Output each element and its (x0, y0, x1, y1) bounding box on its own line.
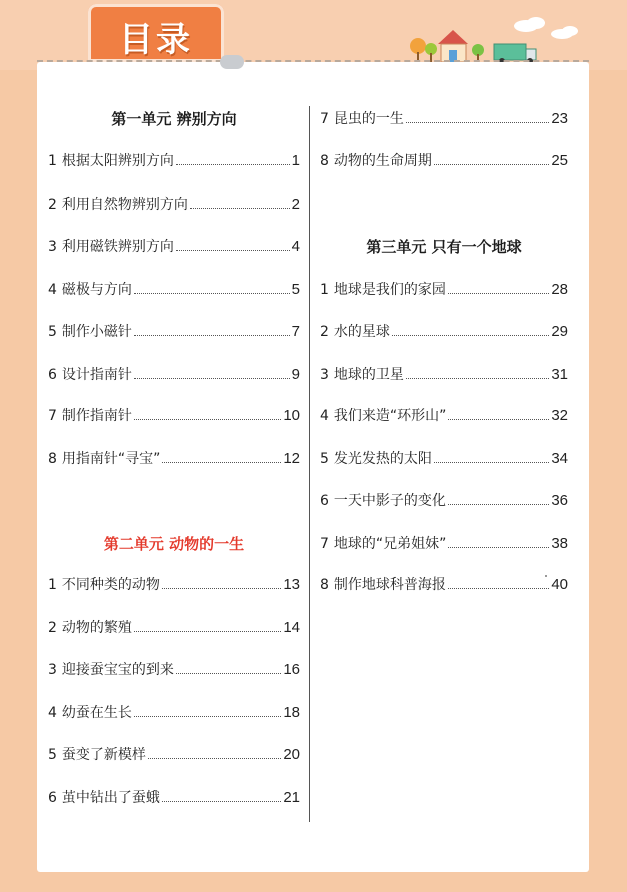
dot-leader (448, 588, 549, 589)
entry-page: 16 (283, 661, 300, 678)
scene-illustration (404, 14, 584, 66)
toc-entry[interactable] (48, 448, 300, 468)
house-icon (438, 30, 468, 62)
entry-page: 32 (551, 407, 568, 424)
entry-number: 7 (320, 111, 329, 127)
entry-page: 36 (551, 492, 568, 509)
entry-page: 40 (551, 576, 568, 593)
entry-title: 茧中钻出了蚕蛾 (61, 790, 160, 806)
unit1-title: 第一单元 辨别方向 (111, 110, 237, 128)
toc-entry[interactable] (48, 279, 300, 299)
entry-page: 2 (291, 196, 300, 213)
entry-number: 3 (320, 367, 329, 383)
dot-leader (448, 547, 549, 548)
entry-number: 8 (320, 153, 329, 169)
toc-entry[interactable] (320, 574, 568, 594)
entry-title: 制作指南针 (61, 408, 132, 424)
toc-entry[interactable] (320, 364, 568, 384)
dot-leader (176, 250, 290, 251)
entry-number: 6 (320, 493, 329, 509)
toc-entry[interactable] (48, 405, 300, 425)
entry-title: 磁极与方向 (61, 282, 132, 298)
entry-title: 动物的生命周期 (333, 153, 432, 169)
dot-leader (434, 462, 549, 463)
toc-entry[interactable] (320, 321, 568, 341)
toc-entry[interactable] (48, 702, 300, 722)
entry-title: 地球的卫星 (333, 367, 404, 383)
toc-entry[interactable] (320, 490, 568, 510)
entry-title: 地球的“兄弟姐妹” (333, 536, 447, 552)
dot-leader (162, 462, 281, 463)
entry-number: 1 (320, 282, 329, 298)
column-divider (309, 106, 310, 822)
paper-speck (545, 575, 547, 577)
entry-page: 5 (291, 281, 300, 298)
entry-page: 21 (283, 789, 300, 806)
entry-title: 水的星球 (333, 324, 390, 340)
dot-leader (406, 378, 549, 379)
toc-entry[interactable] (48, 659, 300, 679)
toc-entry[interactable] (48, 150, 300, 170)
binder-clip (220, 55, 244, 69)
dot-leader (176, 673, 281, 674)
dot-leader (148, 758, 281, 759)
entry-page: 12 (283, 450, 300, 467)
entry-number: 3 (48, 662, 57, 678)
toc-entry[interactable] (48, 574, 300, 594)
tree-icon (410, 38, 437, 62)
entry-title: 一天中影子的变化 (333, 493, 446, 509)
dot-leader (162, 801, 281, 802)
entry-title: 幼蚕在生长 (61, 705, 132, 721)
dot-leader (134, 335, 290, 336)
entry-title: 根据太阳辨别方向 (61, 153, 174, 169)
toc-entry[interactable] (48, 236, 300, 256)
toc-entry[interactable] (48, 321, 300, 341)
entry-number: 4 (320, 408, 329, 424)
entry-number: 8 (48, 451, 57, 467)
entry-number: 3 (48, 239, 57, 255)
cloud-icon (514, 17, 578, 39)
entry-title: 我们来造“环形山” (333, 408, 447, 424)
dot-leader (176, 164, 290, 165)
entry-number: 6 (48, 367, 57, 383)
toc-entry[interactable] (320, 405, 568, 425)
entry-title: 设计指南针 (61, 367, 132, 383)
unit3-title: 第三单元 只有一个地球 (366, 238, 522, 256)
toc-entry[interactable] (320, 108, 568, 128)
dot-leader (134, 378, 290, 379)
entry-page: 25 (551, 152, 568, 169)
entry-title: 不同种类的动物 (61, 577, 160, 593)
toc-entry[interactable] (320, 448, 568, 468)
entry-number: 5 (48, 747, 57, 763)
entry-title: 利用自然物辨别方向 (61, 197, 188, 213)
dot-leader (134, 716, 281, 717)
entry-page: 7 (291, 323, 300, 340)
dot-leader (190, 208, 290, 209)
dot-leader (448, 504, 549, 505)
toc-entry[interactable] (320, 150, 568, 170)
entry-title: 地球是我们的家园 (333, 282, 446, 298)
entry-title: 用指南针“寻宝” (61, 451, 161, 467)
entry-number: 4 (48, 705, 57, 721)
entry-number: 7 (48, 408, 57, 424)
perforation-line (37, 60, 589, 62)
entry-page: 38 (551, 535, 568, 552)
page-title: 目录 (119, 20, 193, 60)
entry-page: 18 (283, 704, 300, 721)
entry-number: 1 (48, 577, 57, 593)
entry-title: 昆虫的一生 (333, 111, 404, 127)
dot-leader (134, 631, 281, 632)
entry-page: 13 (283, 576, 300, 593)
dot-leader (448, 419, 549, 420)
entry-page: 23 (551, 110, 568, 127)
toc-entry[interactable] (48, 194, 300, 214)
entry-number: 2 (48, 620, 57, 636)
entry-page: 14 (283, 619, 300, 636)
toc-entry[interactable] (48, 617, 300, 637)
entry-page: 29 (551, 323, 568, 340)
entry-number: 8 (320, 577, 329, 593)
unit2-title: 第二单元 动物的一生 (103, 535, 245, 553)
toc-entry[interactable] (320, 279, 568, 299)
entry-page: 10 (283, 407, 300, 424)
entry-number: 2 (320, 324, 329, 340)
dot-leader (448, 293, 549, 294)
entry-number: 5 (320, 451, 329, 467)
toc-title-tab (88, 4, 224, 62)
entry-title: 迎接蚕宝宝的到来 (61, 662, 174, 678)
toc-entry[interactable] (48, 364, 300, 384)
entry-title: 蚕变了新模样 (61, 747, 146, 763)
dot-leader (134, 419, 281, 420)
toc-entry[interactable] (320, 533, 568, 553)
dot-leader (406, 122, 549, 123)
toc-entry[interactable] (48, 787, 300, 807)
entry-number: 4 (48, 282, 57, 298)
entry-page: 9 (291, 366, 300, 383)
entry-page: 1 (291, 152, 300, 169)
entry-page: 4 (291, 238, 300, 255)
dot-leader (162, 588, 281, 589)
dot-leader (134, 293, 290, 294)
dot-leader (392, 335, 549, 336)
entry-page: 28 (551, 281, 568, 298)
entry-number: 1 (48, 153, 57, 169)
entry-number: 5 (48, 324, 57, 340)
entry-page: 31 (551, 366, 568, 383)
entry-page: 20 (283, 746, 300, 763)
entry-title: 制作小磁针 (61, 324, 132, 340)
entry-page: 34 (551, 450, 568, 467)
entry-title: 发光发热的太阳 (333, 451, 432, 467)
entry-title: 利用磁铁辨别方向 (61, 239, 174, 255)
entry-number: 6 (48, 790, 57, 806)
toc-entry[interactable] (48, 744, 300, 764)
entry-number: 7 (320, 536, 329, 552)
entry-title: 制作地球科普海报 (333, 577, 446, 593)
dot-leader (434, 164, 549, 165)
entry-title: 动物的繁殖 (61, 620, 132, 636)
entry-number: 2 (48, 197, 57, 213)
